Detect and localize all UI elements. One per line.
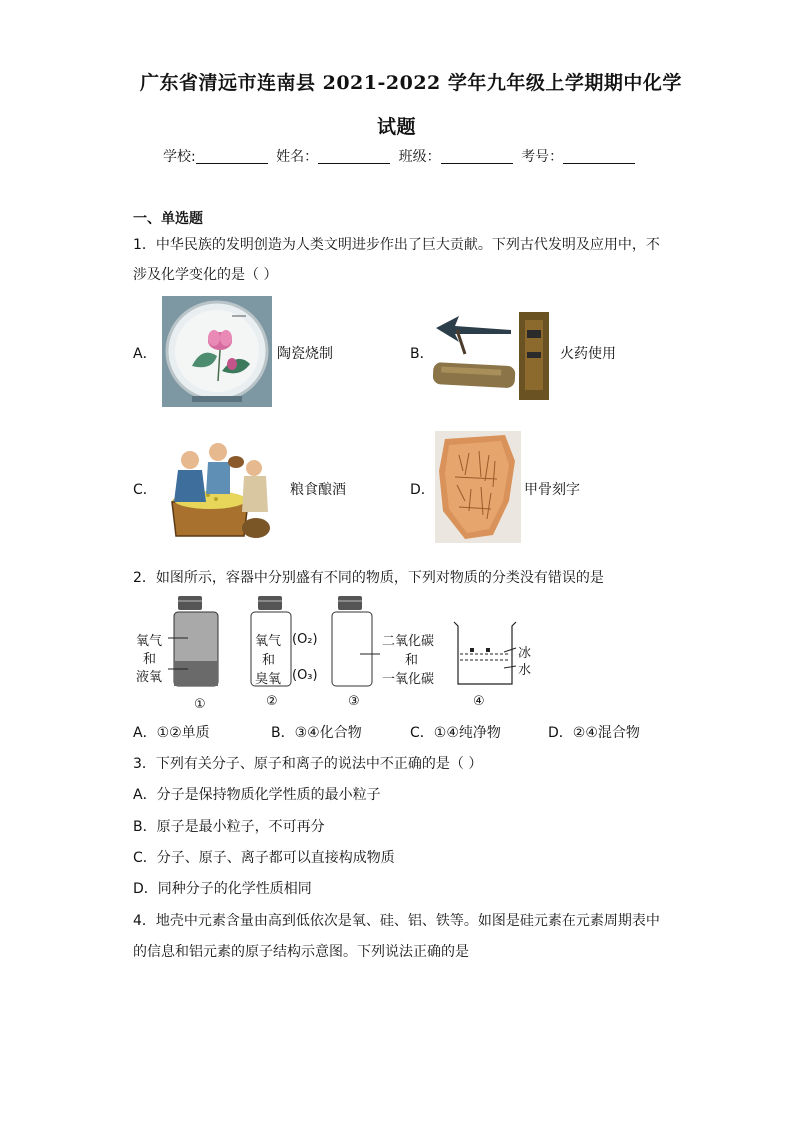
- q4-stem-line2: 的信息和铝元素的原子结构示意图。下列说法正确的是: [133, 944, 469, 960]
- q1-option-c-caption: 粮食酿酒: [290, 482, 346, 498]
- grain-brewing-image: [160, 432, 280, 542]
- q3-option-c[interactable]: C．分子、原子、离子都可以直接构成物质: [133, 850, 395, 866]
- class-label: 班级：: [398, 149, 441, 165]
- c2-label-oxygen: 氧气: [255, 634, 282, 649]
- q1-option-a-caption: 陶瓷烧制: [277, 346, 333, 362]
- q3-stem: 3．下列有关分子、原子和离子的说法中不正确的是（ ）: [133, 756, 483, 772]
- c4-label-ice: 冰: [518, 646, 532, 661]
- c3-label-co2: 二氧化碳: [382, 634, 435, 649]
- c1-label-liquid-oxygen: 液氧: [136, 670, 163, 685]
- class-blank[interactable]: [441, 149, 513, 164]
- section-heading: 一、单选题: [133, 211, 203, 227]
- c1-label-oxygen: 氧气: [136, 634, 163, 649]
- q4-stem-line1: 4．地壳中元素含量由高到低依次是氧、硅、铝、铁等。如图是硅元素在元素周期表中: [133, 913, 660, 929]
- q1-option-c-letter: C．: [133, 482, 157, 498]
- c3-label-and: 和: [405, 653, 419, 668]
- q1-option-b-letter: B．: [410, 346, 434, 362]
- c3-number: ③: [348, 694, 360, 709]
- c2-number: ②: [266, 694, 278, 709]
- student-info-line: [163, 146, 639, 166]
- school-label: 学校:: [163, 149, 196, 165]
- page-title-line2: 试题: [377, 116, 417, 138]
- q2-option-c[interactable]: C．①④纯净物: [410, 725, 501, 741]
- q2-option-d[interactable]: D．②④混合物: [548, 725, 640, 741]
- c4-label-water: 水: [518, 663, 532, 678]
- q1-option-b-caption: 火药使用: [560, 346, 616, 362]
- c1-number: ①: [194, 697, 206, 712]
- c1-label-and: 和: [143, 652, 157, 667]
- c2-formula-o2: (O₂): [292, 632, 318, 647]
- c2-label-ozone: 臭氧: [255, 672, 282, 687]
- c3-label-co: 一氧化碳: [382, 672, 435, 687]
- exam-number-label: 考号：: [521, 149, 564, 165]
- q3-option-d[interactable]: D．同种分子的化学性质相同: [133, 881, 312, 897]
- q1-stem-line1: 1．中华民族的发明创造为人类文明进步作出了巨大贡献。下列古代发明及应用中，不: [133, 237, 660, 253]
- q2-option-a[interactable]: A．①②单质: [133, 725, 210, 741]
- c4-number: ④: [473, 694, 485, 709]
- school-blank[interactable]: [196, 149, 268, 164]
- page-title-line1: 广东省清远市连南县 2021-2022 学年九年级上学期期中化学: [140, 72, 682, 94]
- porcelain-plate-image: [162, 296, 272, 407]
- q3-option-b[interactable]: B．原子是最小粒子，不可再分: [133, 819, 325, 835]
- q1-option-d-letter: D．: [410, 482, 435, 498]
- q2-option-b[interactable]: B．③④化合物: [271, 725, 362, 741]
- c2-formula-o3: (O₃): [292, 668, 318, 683]
- exam-number-blank[interactable]: [563, 149, 635, 164]
- q1-stem-line2: 涉及化学变化的是（ ）: [133, 267, 278, 283]
- q3-option-a[interactable]: A．分子是保持物质化学性质的最小粒子: [133, 787, 381, 803]
- gunpowder-weapons-image: [431, 306, 559, 406]
- c2-label-and: 和: [262, 653, 276, 668]
- q2-stem: 2．如图所示，容器中分别盛有不同的物质，下列对物质的分类没有错误的是: [133, 570, 604, 586]
- name-blank[interactable]: [318, 149, 390, 164]
- q1-option-a-letter: A．: [133, 346, 157, 362]
- name-label: 姓名：: [276, 149, 319, 165]
- q1-option-d-caption: 甲骨刻字: [524, 482, 580, 498]
- oracle-bone-image: [435, 431, 521, 543]
